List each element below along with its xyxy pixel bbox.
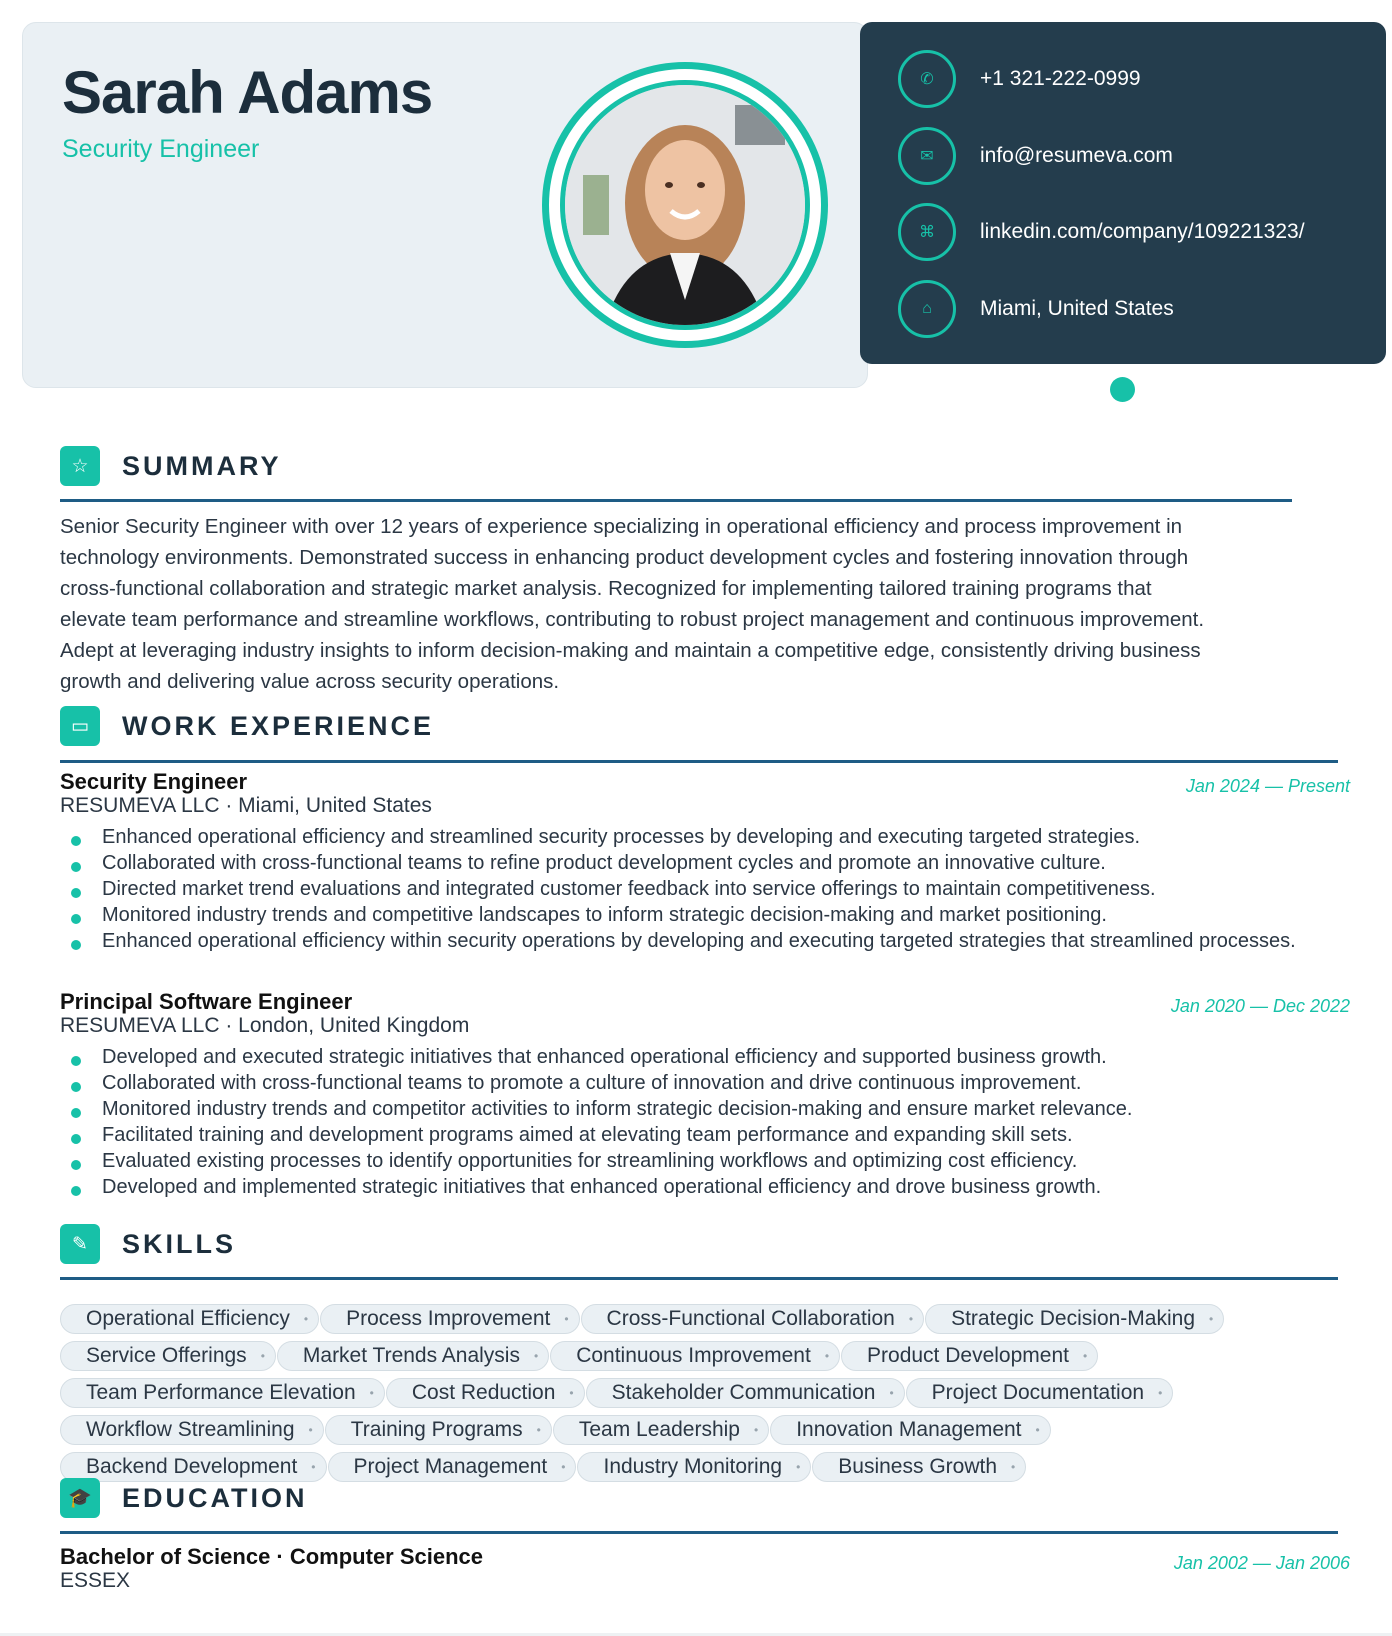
- summary-line: elevate team performance and streamline workflows, contributing to robust project management and continuous improvement.: [60, 608, 1205, 631]
- skill-row: [60, 1300, 1350, 1337]
- linkedin-icon: ⌘: [898, 203, 956, 261]
- skill-tag: Cross-Functional Collaboration •: [581, 1304, 925, 1334]
- job-bullet: Developed and implemented strategic initiatives that enhanced operational efficiency and drove business growth.: [60, 1174, 1350, 1200]
- skill-tag: Business Growth •: [812, 1452, 1026, 1482]
- job-bullet: Collaborated with cross-functional teams to refine product development cycles and promote an innovative culture.: [60, 850, 1350, 876]
- education-date: Jan 2002 — Jan 2006: [1173, 1553, 1350, 1573]
- job-title: Principal Software Engineer: [60, 989, 353, 1014]
- skills-title: SKILLS: [122, 1228, 237, 1259]
- skill-tag: Cost Reduction •: [386, 1378, 585, 1408]
- skill-tag: Innovation Management •: [770, 1415, 1051, 1445]
- skill-tag: Backend Development •: [60, 1452, 327, 1482]
- contact-location: [898, 280, 1174, 338]
- graduation-cap-icon: 🎓: [60, 1478, 100, 1518]
- summary-line: Adept at leveraging industry insights to inform decision-making and maintain a competitive edge, consistently driving business: [60, 639, 1201, 662]
- contact-linkedin-text: linkedin.com/company/109221323/: [980, 220, 1305, 243]
- skill-row: [60, 1337, 1350, 1374]
- contact-card: [860, 22, 1386, 364]
- skill-tag: Team Leadership •: [553, 1415, 769, 1445]
- skill-tag: Strategic Decision-Making •: [925, 1304, 1224, 1334]
- education-divider: [60, 1531, 1338, 1534]
- profile-photo: [560, 80, 810, 330]
- skill-tag: Training Programs •: [325, 1415, 552, 1445]
- job-bullet: Monitored industry trends and competitive landscapes to inform strategic decision-making and market positioning.: [60, 902, 1350, 928]
- skill-tag: Stakeholder Communication •: [586, 1378, 905, 1408]
- job-bullet: Developed and executed strategic initiatives that enhanced operational efficiency and supported business growth.: [60, 1044, 1350, 1070]
- summary-line: growth and delivering value across security operations.: [60, 670, 560, 693]
- job-title: Security Engineer: [60, 769, 248, 794]
- wrench-icon: ✎: [60, 1224, 100, 1264]
- candidate-title: Security Engineer: [62, 135, 260, 163]
- job-bullets: [60, 1044, 1350, 1200]
- education-degree: Bachelor of Science · Computer Science: [60, 1544, 484, 1569]
- skill-tag: Project Documentation •: [906, 1378, 1174, 1408]
- contact-linkedin[interactable]: [898, 203, 1305, 261]
- contact-location-text: Miami, United States: [980, 297, 1174, 320]
- home-icon: ⌂: [898, 280, 956, 338]
- skill-tag: Service Offerings •: [60, 1341, 276, 1371]
- education-heading: [60, 1478, 308, 1518]
- job-entry: [60, 770, 1350, 954]
- job-date: Jan 2024 — Present: [1185, 776, 1350, 796]
- job-bullet: Facilitated training and development programs aimed at elevating team performance and expanding skill sets.: [60, 1122, 1350, 1148]
- skill-row: [60, 1411, 1350, 1448]
- job-date: Jan 2020 — Dec 2022: [1170, 996, 1350, 1016]
- star-icon: ☆: [60, 446, 100, 486]
- education-entry: [60, 1545, 1350, 1593]
- skill-tag: Operational Efficiency •: [60, 1304, 319, 1334]
- job-company: RESUMEVA LLC · London, United Kingdom: [60, 1014, 470, 1037]
- skill-tag: Team Performance Elevation •: [60, 1378, 385, 1408]
- work-divider: [60, 760, 1338, 763]
- candidate-name: Sarah Adams: [62, 59, 433, 126]
- briefcase-icon: ▭: [60, 706, 100, 746]
- job-bullet: Directed market trend evaluations and integrated customer feedback into service offerings to maintain competitiveness.: [60, 876, 1350, 902]
- profile-photo-frame: [542, 62, 828, 348]
- work-title: WORK EXPERIENCE: [122, 710, 435, 741]
- education-school: ESSEX: [60, 1569, 131, 1592]
- skill-tag: Industry Monitoring •: [577, 1452, 811, 1482]
- job-bullet: Enhanced operational efficiency within security operations by developing and executing targeted strategies that streamlined processes.: [60, 928, 1310, 954]
- education-title: EDUCATION: [122, 1482, 308, 1513]
- skills-divider: [60, 1277, 1338, 1280]
- job-bullet: Evaluated existing processes to identify opportunities for streamlining workflows and optimizing cost efficiency.: [60, 1148, 1350, 1174]
- skill-tag: Process Improvement •: [320, 1304, 579, 1334]
- contact-phone-text: +1 321-222-0999: [980, 67, 1141, 90]
- contact-phone[interactable]: [898, 50, 1141, 108]
- skill-tag: Project Management •: [328, 1452, 577, 1482]
- skill-row: [60, 1374, 1350, 1411]
- job-bullet: Collaborated with cross-functional teams to promote a culture of innovation and drive continuous improvement.: [60, 1070, 1350, 1096]
- job-bullet: Monitored industry trends and competitor activities to inform strategic decision-making and ensure market relevance.: [60, 1096, 1350, 1122]
- summary-line: Senior Security Engineer with over 12 years of experience specializing in operational efficiency and process improvement in: [60, 515, 1183, 538]
- work-heading: [60, 706, 434, 746]
- job-bullet: Enhanced operational efficiency and streamlined security processes by developing and executing targeted strategies.: [60, 824, 1350, 850]
- summary-line: cross-functional collaboration and strategic market analysis. Recognized for implementing tailored training programs that: [60, 577, 1152, 600]
- skill-tag: Product Development •: [841, 1341, 1098, 1371]
- skill-tag: Market Trends Analysis •: [277, 1341, 549, 1371]
- decorative-dot: [1110, 377, 1135, 402]
- skill-tag: Continuous Improvement •: [550, 1341, 840, 1371]
- phone-icon: ✆: [898, 50, 956, 108]
- skills-heading: [60, 1224, 236, 1264]
- summary-divider: [60, 499, 1292, 502]
- summary-title: SUMMARY: [122, 450, 282, 481]
- contact-email[interactable]: [898, 127, 1173, 185]
- job-company: RESUMEVA LLC · Miami, United States: [60, 794, 432, 817]
- summary-heading: [60, 446, 282, 486]
- skills-list: [60, 1300, 1350, 1485]
- job-entry: [60, 990, 1350, 1200]
- skill-tag: Workflow Streamlining •: [60, 1415, 324, 1445]
- contact-email-text: info@resumeva.com: [980, 144, 1173, 167]
- summary-line: technology environments. Demonstrated success in enhancing product development cycles and fostering innovation through: [60, 546, 1189, 569]
- job-bullets: [60, 824, 1350, 954]
- email-icon: ✉: [898, 127, 956, 185]
- summary-text: [60, 511, 1310, 697]
